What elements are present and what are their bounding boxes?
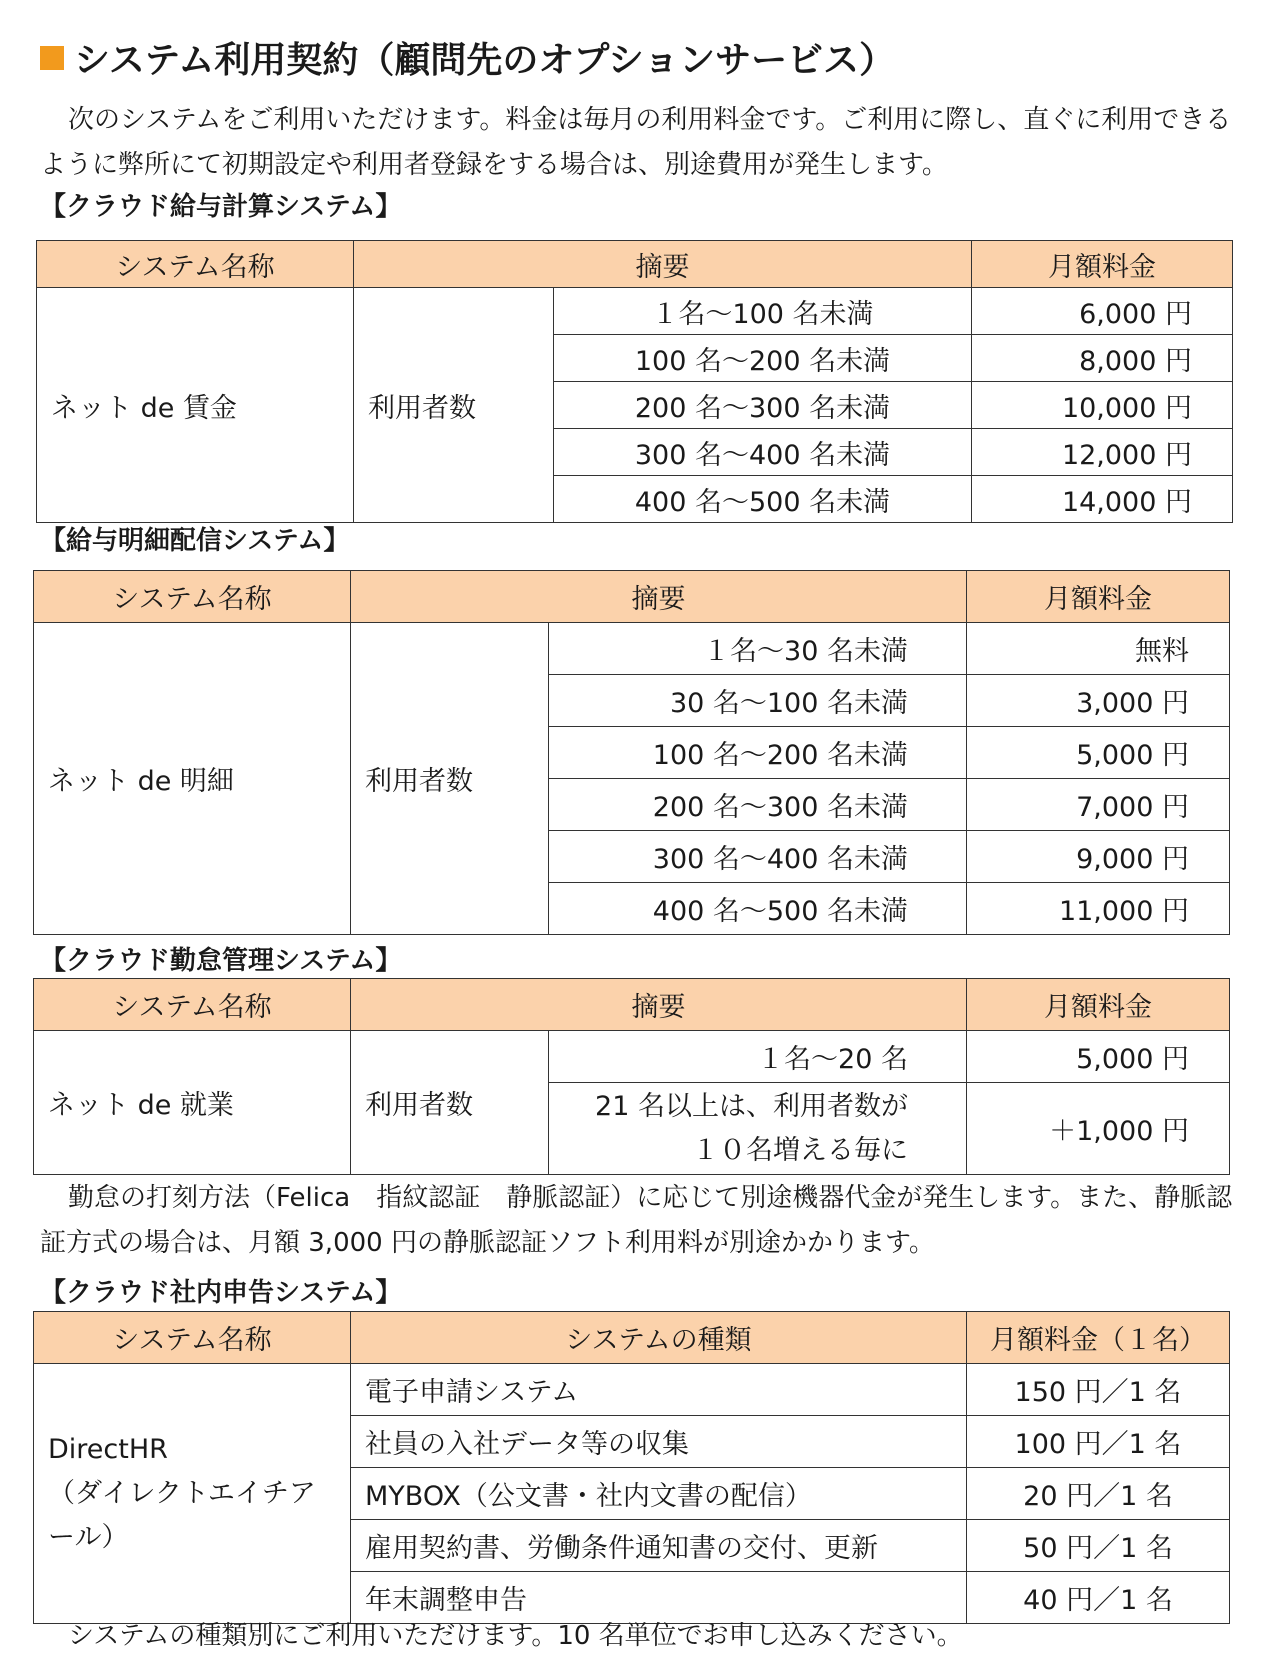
payroll-heading: 【クラウド給与計算システム】 [40, 192, 402, 222]
fee-cell: 6,000 円 [972, 288, 1233, 335]
declaration-note: システムの種類別にご利用いただけます。10 名単位でお申し込みください。 [68, 1621, 963, 1651]
fee-cell: 3,000 円 [967, 675, 1230, 727]
system-name-cell: ネット de 賃金 [37, 288, 354, 523]
fee-cell: 8,000 円 [972, 335, 1233, 382]
fee-cell: 40 円／1 名 [967, 1572, 1230, 1624]
range-cell: 300 名～400 名未満 [549, 831, 967, 883]
header-system-name: システム名称 [34, 1312, 351, 1364]
header-fee: 月額料金 [967, 979, 1230, 1031]
fee-cell: 7,000 円 [967, 779, 1230, 831]
system-name-cell: ネット de 明細 [34, 623, 351, 935]
fee-cell: ＋1,000 円 [967, 1083, 1230, 1175]
table-row [34, 623, 1230, 675]
kind-cell: 年末調整申告 [351, 1572, 967, 1624]
page-title-text: システム利用契約（顧問先のオプションサービス） [74, 40, 896, 81]
header-fee: 月額料金 [972, 241, 1233, 288]
intro-paragraph: 次のシステムをご利用いただけます。料金は毎月の利用料金です。ご利用に際し、直ぐに利用できるように弊所にて初期設定や利用者登録をする場合は、別途費用が発生します。 [40, 105, 1232, 180]
fee-cell: 10,000 円 [972, 382, 1233, 429]
range-cell: 200 名～300 名未満 [549, 779, 967, 831]
header-fee: 月額料金 [967, 571, 1230, 623]
kind-cell: 電子申請システム [351, 1364, 967, 1416]
range-cell: 21 名以上は、利用者数が １０名増える毎に [549, 1083, 967, 1175]
fee-cell: 5,000 円 [967, 727, 1230, 779]
range-cell: 400 名～500 名未満 [554, 476, 972, 523]
category-cell: 利用者数 [351, 1031, 549, 1175]
kind-cell: 雇用契約書、労働条件通知書の交付、更新 [351, 1520, 967, 1572]
header-system-name: システム名称 [34, 979, 351, 1031]
range-cell: 200 名～300 名未満 [554, 382, 972, 429]
fee-cell: 150 円／1 名 [967, 1364, 1230, 1416]
range-cell: 300 名～400 名未満 [554, 429, 972, 476]
attendance-note: 勤怠の打刻方法（Felica 指紋認証 静脈認証）に応じて別途機器代金が発生します。また、静脈認証方式の場合は、月額 3,000 円の静脈認証ソフト利用料が別途かかります。 [40, 1183, 1233, 1258]
table-row [34, 1031, 1230, 1083]
fee-cell: 12,000 円 [972, 429, 1233, 476]
fee-cell: 14,000 円 [972, 476, 1233, 523]
title-square-mark [40, 46, 64, 70]
kind-cell: 社員の入社データ等の収集 [351, 1416, 967, 1468]
header-summary: 摘要 [351, 571, 967, 623]
range-cell: １名～30 名未満 [549, 623, 967, 675]
payroll-table [36, 240, 1233, 523]
kind-cell: MYBOX（公文書・社内文書の配信） [351, 1468, 967, 1520]
category-cell: 利用者数 [351, 623, 549, 935]
fee-cell: 100 円／1 名 [967, 1416, 1230, 1468]
range-cell: 100 名～200 名未満 [549, 727, 967, 779]
fee-cell: 無料 [967, 623, 1230, 675]
payslip-table [33, 570, 1230, 935]
header-summary: 摘要 [354, 241, 972, 288]
range-cell: １名～100 名未満 [554, 288, 972, 335]
header-system-name: システム名称 [34, 571, 351, 623]
system-name-cell: DirectHR （ダイレクトエイチアール） [34, 1364, 351, 1624]
header-system-name: システム名称 [37, 241, 354, 288]
system-name-cell: ネット de 就業 [34, 1031, 351, 1175]
payslip-heading: 【給与明細配信システム】 [40, 526, 350, 556]
fee-cell: 5,000 円 [967, 1031, 1230, 1083]
header-fee-per-person: 月額料金（１名） [967, 1312, 1230, 1364]
category-cell: 利用者数 [354, 288, 554, 523]
table-row [34, 1364, 1230, 1416]
range-cell: 30 名～100 名未満 [549, 675, 967, 727]
range-cell: １名～20 名 [549, 1031, 967, 1083]
declaration-heading: 【クラウド社内申告システム】 [40, 1278, 402, 1308]
fee-cell: 20 円／1 名 [967, 1468, 1230, 1520]
range-cell: 400 名～500 名未満 [549, 883, 967, 935]
range-cell: 100 名～200 名未満 [554, 335, 972, 382]
fee-cell: 11,000 円 [967, 883, 1230, 935]
fee-cell: 50 円／1 名 [967, 1520, 1230, 1572]
attendance-heading: 【クラウド勤怠管理システム】 [40, 946, 402, 976]
attendance-table [33, 978, 1230, 1175]
header-summary: 摘要 [351, 979, 967, 1031]
fee-cell: 9,000 円 [967, 831, 1230, 883]
header-system-kind: システムの種類 [351, 1312, 967, 1364]
table-row [37, 288, 1233, 335]
page-title [40, 32, 895, 83]
declaration-table [33, 1311, 1230, 1624]
